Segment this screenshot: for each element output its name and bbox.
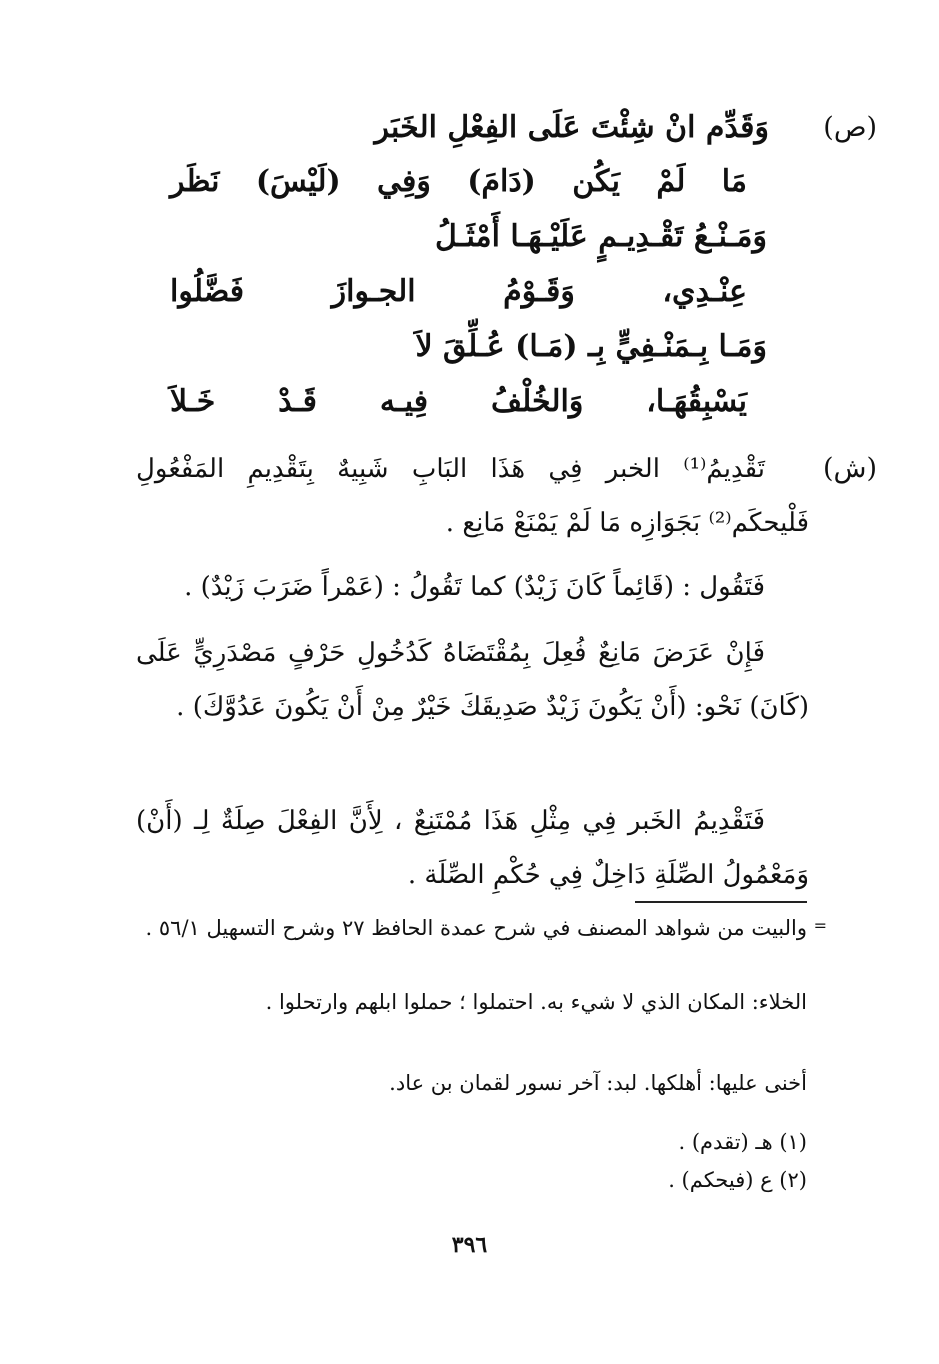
verse-line-3: وَمَـنْـعُ تَقْـدِيـمٍ عَلَيْـهَـا أَمْثَـلُ	[434, 219, 767, 254]
verse-line-2: مَا لَمْ يَكُن (دَامَ) وَفِي (لَيْسَ) نَظَر	[170, 164, 747, 199]
commentary-paragraph-1: تَقْدِيمُ⁽¹⁾ الخبر فِي هَذَا البَابِ شَبِيهٌ بِتَقْدِيمِ المَفْعُولِ فَلْيحكَم⁽²⁾ بَجَوَازِه مَا لَمْ يَمْنَعْ مَانِع .	[136, 454, 809, 538]
page-number: ٣٩٦	[451, 1232, 488, 1258]
continued-note-mark: =	[813, 916, 827, 935]
note-line-3: أخنى عليها: أهلكها. لبد: آخر نسور لقمان بن عاد.	[389, 1071, 807, 1095]
verse-line-4: عِنْـدِي، وَقَـوْمُ الجـوازَ فَضَّلُوا	[170, 274, 747, 309]
commentary-paragraph-2: فَتَقُول : (قَائِماً كَانَ زَيْدٌ) كما تَقُولُ : (عَمْراً ضَرَبَ زَيْدٌ) .	[184, 572, 765, 602]
verse-line-6: يَسْبِقُهَـا، وَالخُلْفُ فِيـه قَـدْ خَـلاَ	[170, 384, 747, 419]
note-line-2: الخلاء: المكان الذي لا شيء به. احتملوا ؛ حملوا ابلهم وارتحلوا .	[265, 990, 807, 1014]
commentary-paragraph-4: فَتَقْدِيمُ الخَبر فِي مِثْلِ هَذَا مُمْتَنِعٌ ، لِأَنَّ الفِعْلَ صِلَةٌ لِـ (أَنْ) وَمَعْمُولُ الصِّلَةِ دَاخِلٌ فِي حُكْمِ الصِّلَة .	[136, 806, 809, 890]
footnote-divider	[635, 901, 807, 903]
commentary-paragraph-3: فَإِنْ عَرَضَ مَانِعٌ فُعِلَ بِمُقْتَضَاهُ كَدُخُولِ حَرْفٍ مَصْدَرِيٍّ عَلَى (كَانَ) نَحْو: (أَنْ يَكُونَ زَيْدٌ صَدِيقَكَ خَيْرٌ مِنْ أَنْ يَكُونَ عَدُوَّكَ) .	[136, 638, 809, 722]
verse-line-5: وَمَـا بِـمَنْـفِيٍّ بِـ (مَـا) عُـلِّقَ لاَ	[415, 329, 767, 364]
footnote-2: (٢) ع (فيحكم) .	[668, 1168, 807, 1192]
verse-section-marker: (ص)	[823, 112, 877, 143]
note-line-1: والبيت من شواهد المصنف في شرح عمدة الحافظ ٢٧ وشرح التسهيل ٥٦/١ .	[145, 916, 807, 940]
footnote-1: (١) هـ (تقدم) .	[678, 1130, 807, 1154]
commentary-section-marker: (ش)	[822, 453, 877, 484]
verse-line-1: وَقَدِّم انْ شِئْتَ عَلَى الفِعْلِ الخَبَر	[374, 110, 769, 145]
